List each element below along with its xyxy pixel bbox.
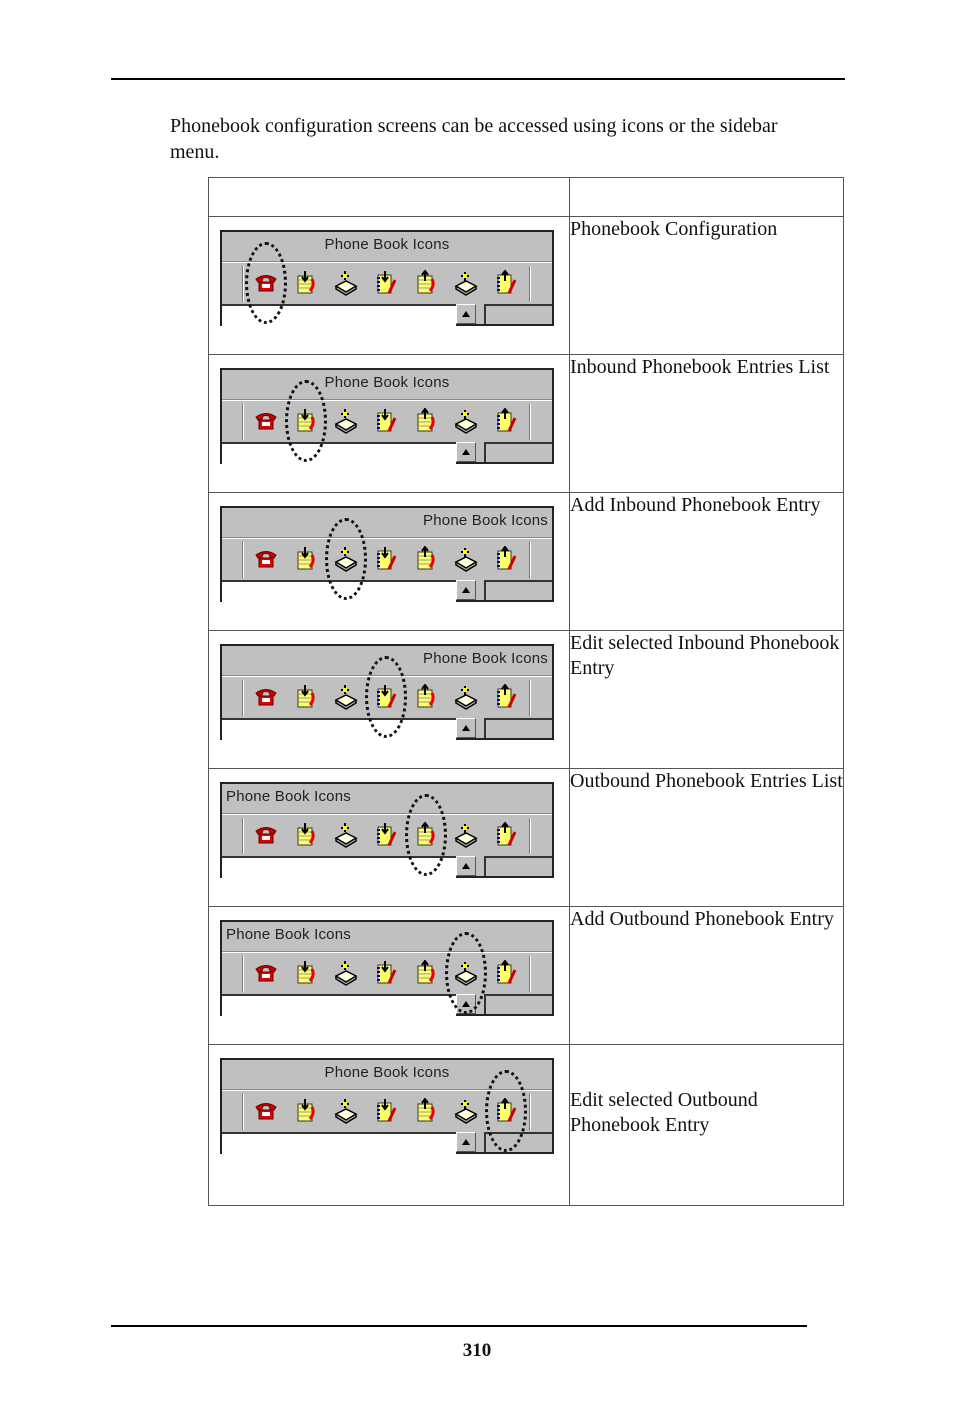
status-panel <box>484 442 552 462</box>
toolbar-title: Phone Book Icons <box>226 926 351 943</box>
scroll-up-arrow-icon[interactable] <box>456 580 476 600</box>
inbound-list-icon[interactable] <box>293 822 319 848</box>
toolbar-separator <box>222 813 552 815</box>
add-inbound-icon[interactable] <box>333 408 359 434</box>
add-inbound-icon[interactable] <box>333 1098 359 1124</box>
toolbar-grip <box>242 680 244 716</box>
inbound-list-icon[interactable] <box>293 270 319 296</box>
add-outbound-icon[interactable] <box>453 1098 479 1124</box>
phone-book-toolbar <box>220 506 554 602</box>
header-rule <box>111 78 845 80</box>
table-row <box>209 217 844 355</box>
phone-icon[interactable] <box>253 684 279 710</box>
add-inbound-icon[interactable] <box>333 822 359 848</box>
toolbar-divider <box>529 266 531 302</box>
add-outbound-icon[interactable] <box>453 684 479 710</box>
phone-book-toolbar <box>220 920 554 1016</box>
toolbar-divider <box>529 542 531 578</box>
status-panel <box>484 994 552 1014</box>
table-row <box>209 631 844 769</box>
toolbar-input-field[interactable] <box>222 718 456 740</box>
table-row <box>209 907 844 1045</box>
phone-book-toolbar <box>220 368 554 464</box>
footer-rule <box>111 1325 807 1327</box>
edit-inbound-icon[interactable] <box>373 822 399 848</box>
table-row <box>209 1045 844 1206</box>
scroll-up-arrow-icon[interactable] <box>456 718 476 738</box>
row-description: Add Inbound Phonebook Entry <box>570 493 844 631</box>
phone-icon[interactable] <box>253 960 279 986</box>
row-description: Inbound Phonebook Entries List <box>570 355 844 493</box>
toolbar-input-field[interactable] <box>222 994 456 1016</box>
phone-book-toolbar <box>220 782 554 878</box>
toolbar-separator <box>222 951 552 953</box>
toolbar-grip <box>242 404 244 440</box>
phone-book-toolbar <box>220 1058 554 1154</box>
scroll-up-arrow-icon[interactable] <box>456 442 476 462</box>
dotted-highlight-circle <box>245 242 287 324</box>
edit-inbound-icon[interactable] <box>373 546 399 572</box>
table-header-row <box>209 178 844 217</box>
phone-book-toolbar <box>220 644 554 740</box>
status-panel <box>484 718 552 738</box>
scroll-up-arrow-icon[interactable] <box>456 304 476 324</box>
outbound-list-icon[interactable] <box>413 270 439 296</box>
toolbar-grip <box>242 266 244 302</box>
row-description: Add Outbound Phonebook Entry <box>570 907 844 1045</box>
row-description: Phonebook Configuration <box>570 217 844 355</box>
toolbar-divider <box>529 956 531 992</box>
status-panel <box>484 856 552 876</box>
edit-outbound-icon[interactable] <box>493 822 519 848</box>
add-outbound-icon[interactable] <box>453 546 479 572</box>
edit-inbound-icon[interactable] <box>373 1098 399 1124</box>
scroll-up-arrow-icon[interactable] <box>456 856 476 876</box>
toolbar-grip <box>242 1094 244 1130</box>
toolbar-title: Phone Book Icons <box>324 374 450 391</box>
page-number: 310 <box>462 1340 492 1361</box>
toolbar-image-cell <box>209 355 570 493</box>
header-cell-image <box>209 178 570 217</box>
table-row <box>209 769 844 907</box>
toolbar-image-cell <box>209 907 570 1045</box>
toolbar-image-cell <box>209 631 570 769</box>
dotted-highlight-circle <box>405 794 447 876</box>
toolbar-separator <box>222 537 552 539</box>
add-inbound-icon[interactable] <box>333 684 359 710</box>
toolbar-divider <box>529 818 531 854</box>
edit-outbound-icon[interactable] <box>493 546 519 572</box>
row-description: Edit selected Inbound Phonebook Entry <box>570 631 844 769</box>
dotted-highlight-circle <box>365 656 407 738</box>
status-panel <box>484 304 552 324</box>
toolbar-image-cell <box>209 217 570 355</box>
toolbar-image-cell <box>209 1045 570 1206</box>
edit-outbound-icon[interactable] <box>493 408 519 434</box>
status-panel <box>484 580 552 600</box>
edit-outbound-icon[interactable] <box>493 960 519 986</box>
inbound-list-icon[interactable] <box>293 684 319 710</box>
dotted-highlight-circle <box>285 380 327 462</box>
dotted-highlight-circle <box>325 518 367 600</box>
add-inbound-icon[interactable] <box>333 960 359 986</box>
edit-outbound-icon[interactable] <box>493 684 519 710</box>
intro-text: Phonebook configuration screens can be accessed using icons or the sidebar menu. <box>170 115 778 163</box>
add-outbound-icon[interactable] <box>453 822 479 848</box>
inbound-list-icon[interactable] <box>293 1098 319 1124</box>
toolbar-title: Phone Book Icons <box>226 788 351 805</box>
edit-outbound-icon[interactable] <box>493 270 519 296</box>
toolbar-image-cell <box>209 769 570 907</box>
toolbar-grip <box>242 818 244 854</box>
phone-icon[interactable] <box>253 546 279 572</box>
toolbar-title: Phone Book Icons <box>324 1064 450 1081</box>
phone-icon[interactable] <box>253 1098 279 1124</box>
outbound-list-icon[interactable] <box>413 960 439 986</box>
outbound-list-icon[interactable] <box>413 1098 439 1124</box>
add-outbound-icon[interactable] <box>453 270 479 296</box>
outbound-list-icon[interactable] <box>413 684 439 710</box>
row-description: Edit selected Outbound Phonebook Entry <box>570 1045 844 1206</box>
row-description: Outbound Phonebook Entries List <box>570 769 844 907</box>
header-cell-description <box>570 178 844 217</box>
toolbar-divider <box>529 680 531 716</box>
add-inbound-icon[interactable] <box>333 270 359 296</box>
toolbar-image-cell <box>209 493 570 631</box>
phone-icon[interactable] <box>253 408 279 434</box>
add-outbound-icon[interactable] <box>453 408 479 434</box>
toolbar-divider <box>529 1094 531 1130</box>
edit-inbound-icon[interactable] <box>373 960 399 986</box>
dotted-highlight-circle <box>445 932 487 1014</box>
icon-table <box>208 177 844 1206</box>
phone-book-toolbar <box>220 230 554 326</box>
toolbar-separator <box>222 399 552 401</box>
scroll-up-arrow-icon[interactable] <box>456 1132 476 1152</box>
toolbar-divider <box>529 404 531 440</box>
inbound-list-icon[interactable] <box>293 546 319 572</box>
toolbar-input-field[interactable] <box>222 442 456 464</box>
phone-icon[interactable] <box>253 822 279 848</box>
edit-inbound-icon[interactable] <box>373 270 399 296</box>
table-row <box>209 355 844 493</box>
toolbar-title: Phone Book Icons <box>423 512 548 529</box>
dotted-highlight-circle <box>485 1070 527 1152</box>
outbound-list-icon[interactable] <box>413 408 439 434</box>
inbound-list-icon[interactable] <box>293 960 319 986</box>
toolbar-title: Phone Book Icons <box>423 650 548 667</box>
toolbar-input-field[interactable] <box>222 1132 456 1154</box>
outbound-list-icon[interactable] <box>413 546 439 572</box>
toolbar-grip <box>242 542 244 578</box>
toolbar-grip <box>242 956 244 992</box>
edit-inbound-icon[interactable] <box>373 408 399 434</box>
toolbar-title: Phone Book Icons <box>324 236 450 253</box>
table-row <box>209 493 844 631</box>
